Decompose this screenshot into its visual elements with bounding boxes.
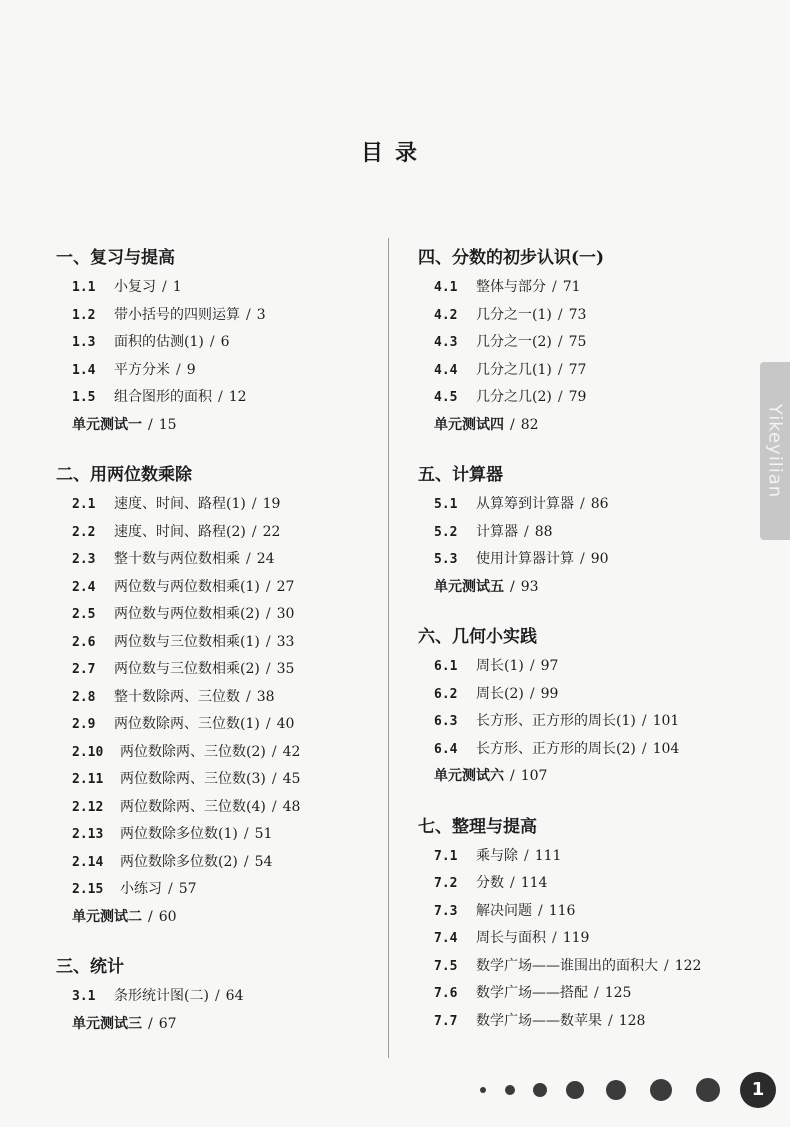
entry-page: 9 bbox=[186, 361, 196, 378]
entry-page: 119 bbox=[562, 930, 590, 946]
entry-separator: / bbox=[510, 416, 515, 433]
entry-number: 1.4 bbox=[72, 362, 96, 378]
entry-separator: / bbox=[529, 658, 535, 674]
toc-entry[interactable] bbox=[418, 329, 738, 357]
entry-number: 7.5 bbox=[434, 958, 458, 974]
toc-section bbox=[418, 625, 738, 791]
entry-title: 计算器 bbox=[476, 523, 518, 540]
dot-icon bbox=[606, 1080, 626, 1100]
entry-separator: / bbox=[557, 334, 563, 350]
entry-separator: / bbox=[265, 716, 271, 732]
entry-page: 3 bbox=[256, 306, 266, 323]
entry-separator: / bbox=[265, 606, 271, 622]
entry-separator: / bbox=[209, 334, 215, 350]
entry-page: 12 bbox=[228, 389, 247, 405]
entry-page: 97 bbox=[540, 658, 559, 674]
entry-separator: / bbox=[271, 798, 277, 815]
entry-number: 7.1 bbox=[434, 848, 458, 864]
entry-title: 数学广场——谁围出的面积大 bbox=[476, 957, 658, 974]
unit-test-title: 单元测试三 bbox=[72, 1015, 142, 1032]
toc-entry[interactable] bbox=[56, 983, 376, 1011]
entry-number: 2.15 bbox=[72, 882, 104, 897]
entry-separator: / bbox=[265, 578, 271, 595]
side-tab-label: Yikeyilian bbox=[764, 403, 786, 499]
entry-page: 60 bbox=[158, 908, 177, 925]
entry-page: 71 bbox=[562, 279, 581, 295]
entry-page: 22 bbox=[262, 523, 281, 540]
entry-number: 2.4 bbox=[72, 579, 96, 595]
toc-entry[interactable] bbox=[418, 681, 738, 709]
entry-separator: / bbox=[162, 279, 167, 295]
entry-page: 24 bbox=[256, 551, 275, 567]
dot-icon bbox=[505, 1085, 515, 1095]
dot-icon bbox=[533, 1083, 547, 1097]
entry-title: 条形统计图(二) bbox=[114, 988, 209, 1004]
entry-separator: / bbox=[510, 768, 515, 784]
entry-page: 122 bbox=[674, 957, 702, 974]
section-heading[interactable]: 六、几何小实践 bbox=[418, 627, 537, 647]
toc-entry[interactable] bbox=[418, 736, 738, 764]
toc-entry[interactable] bbox=[418, 870, 738, 898]
entry-number: 7.6 bbox=[434, 986, 458, 1001]
toc-entry[interactable] bbox=[56, 491, 376, 519]
toc-entry[interactable] bbox=[56, 384, 376, 412]
entry-number: 3.1 bbox=[72, 989, 96, 1004]
toc-entry[interactable] bbox=[56, 274, 376, 302]
entry-number: 2.9 bbox=[72, 717, 96, 732]
toc-entry[interactable] bbox=[56, 821, 376, 849]
toc-entry[interactable] bbox=[418, 357, 738, 385]
unit-test-entry[interactable] bbox=[56, 412, 376, 440]
entry-separator: / bbox=[265, 633, 271, 650]
entry-page: 54 bbox=[254, 853, 273, 870]
entry-number: 2.3 bbox=[72, 552, 96, 567]
entry-number: 4.1 bbox=[434, 280, 458, 295]
dot-icon bbox=[480, 1087, 486, 1093]
entry-page: 111 bbox=[534, 847, 562, 864]
entry-title: 两位数除两、三位数(4) bbox=[120, 798, 266, 815]
entry-separator: / bbox=[148, 416, 153, 433]
toc-entry[interactable] bbox=[56, 876, 376, 904]
entry-page: 125 bbox=[604, 985, 632, 1001]
column-divider bbox=[388, 238, 389, 1058]
entry-title: 长方形、正方形的周长(2) bbox=[476, 740, 636, 757]
entry-page: 15 bbox=[158, 416, 177, 433]
entry-number: 5.2 bbox=[434, 524, 458, 540]
entry-page: 79 bbox=[568, 389, 587, 405]
unit-test-title: 单元测试一 bbox=[72, 416, 142, 433]
section-heading[interactable]: 四、分数的初步认识(一) bbox=[418, 248, 605, 268]
entry-title: 两位数除多位数(2) bbox=[120, 853, 238, 870]
entry-separator: / bbox=[552, 279, 557, 295]
entry-page: 116 bbox=[548, 902, 576, 919]
entry-page: 88 bbox=[534, 523, 553, 540]
entry-number: 6.1 bbox=[434, 659, 458, 674]
entry-title: 整十数除两、三位数 bbox=[114, 688, 240, 705]
entry-page: 107 bbox=[520, 768, 548, 784]
section-heading[interactable]: 一、复习与提高 bbox=[56, 248, 175, 268]
entry-number: 1.5 bbox=[72, 390, 96, 405]
entry-number: 4.5 bbox=[434, 390, 458, 405]
entry-number: 2.5 bbox=[72, 607, 96, 622]
entry-separator: / bbox=[246, 306, 251, 323]
entry-page: 45 bbox=[282, 771, 301, 787]
toc-left-column bbox=[56, 246, 376, 1038]
section-gap bbox=[418, 601, 738, 625]
entry-page: 27 bbox=[276, 578, 295, 595]
section-heading[interactable]: 二、用两位数乘除 bbox=[56, 465, 192, 485]
entry-title: 长方形、正方形的周长(1) bbox=[476, 713, 636, 729]
entry-separator: / bbox=[557, 361, 563, 378]
entry-page: 75 bbox=[568, 334, 587, 350]
toc-section bbox=[56, 463, 376, 931]
toc-entry[interactable] bbox=[56, 302, 376, 330]
entry-separator: / bbox=[148, 908, 153, 925]
toc-entry[interactable] bbox=[56, 601, 376, 629]
entry-title: 乘与除 bbox=[476, 847, 518, 864]
entry-separator: / bbox=[580, 551, 585, 567]
entry-page: 77 bbox=[568, 361, 587, 378]
entry-title: 几分之一(1) bbox=[476, 306, 552, 323]
entry-page: 101 bbox=[652, 713, 680, 729]
entry-number: 2.10 bbox=[72, 744, 104, 760]
entry-title: 周长(1) bbox=[476, 658, 524, 674]
entry-page: 67 bbox=[158, 1015, 177, 1032]
toc-entry[interactable] bbox=[418, 708, 738, 736]
toc-entry[interactable] bbox=[56, 656, 376, 684]
toc-right-column bbox=[418, 246, 738, 1035]
toc-entry[interactable] bbox=[56, 711, 376, 739]
entry-separator: / bbox=[557, 306, 563, 323]
toc-entry[interactable] bbox=[418, 953, 738, 981]
decorative-dots bbox=[470, 1070, 770, 1110]
entry-separator: / bbox=[510, 578, 515, 595]
entry-title: 使用计算器计算 bbox=[476, 551, 574, 567]
toc-section bbox=[418, 463, 738, 601]
entry-separator: / bbox=[214, 988, 220, 1004]
unit-test-title: 单元测试五 bbox=[434, 578, 504, 595]
section-gap bbox=[418, 791, 738, 815]
entry-title: 小练习 bbox=[120, 881, 162, 897]
section-heading[interactable]: 三、统计 bbox=[56, 957, 124, 977]
entry-title: 从算筹到计算器 bbox=[476, 496, 574, 512]
toc-entry[interactable] bbox=[418, 898, 738, 926]
entry-title: 两位数除两、三位数(1) bbox=[114, 716, 260, 732]
entry-separator: / bbox=[594, 985, 599, 1001]
entry-page: 90 bbox=[590, 551, 609, 567]
toc-entry[interactable] bbox=[56, 794, 376, 822]
entry-number: 2.1 bbox=[72, 497, 96, 512]
entry-separator: / bbox=[271, 743, 277, 760]
toc-entry[interactable] bbox=[418, 491, 738, 519]
toc-section bbox=[56, 955, 376, 1038]
entry-title: 组合图形的面积 bbox=[114, 389, 212, 405]
entry-number: 2.2 bbox=[72, 524, 96, 540]
toc-entry[interactable] bbox=[418, 274, 738, 302]
entry-page: 86 bbox=[590, 496, 609, 512]
entry-title: 面积的估测(1) bbox=[114, 334, 204, 350]
entry-page: 104 bbox=[652, 740, 680, 757]
entry-number: 1.2 bbox=[72, 307, 96, 323]
entry-title: 分数 bbox=[476, 875, 504, 891]
entry-separator: / bbox=[176, 361, 181, 378]
toc-entry[interactable] bbox=[418, 519, 738, 547]
entry-title: 两位数除两、三位数(2) bbox=[120, 743, 266, 760]
section-gap bbox=[418, 439, 738, 463]
entry-number: 7.2 bbox=[434, 876, 458, 891]
entry-separator: / bbox=[538, 902, 543, 919]
toc-entry[interactable] bbox=[418, 925, 738, 953]
toc-entry[interactable] bbox=[418, 653, 738, 681]
page-number: 1 bbox=[740, 1072, 776, 1108]
entry-separator: / bbox=[557, 389, 563, 405]
entry-separator: / bbox=[148, 1015, 153, 1032]
toc-section bbox=[418, 246, 738, 439]
entry-page: 57 bbox=[178, 881, 197, 897]
entry-title: 整体与部分 bbox=[476, 279, 546, 295]
dot-icon bbox=[650, 1079, 672, 1101]
entry-title: 两位数与三位数相乘(1) bbox=[114, 633, 260, 650]
entry-separator: / bbox=[168, 881, 173, 897]
entry-number: 2.8 bbox=[72, 689, 96, 705]
entry-title: 两位数除两、三位数(3) bbox=[120, 771, 266, 787]
entry-page: 1 bbox=[172, 279, 182, 295]
dot-icon bbox=[696, 1078, 720, 1102]
entry-separator: / bbox=[641, 740, 647, 757]
entry-page: 99 bbox=[540, 685, 559, 702]
entry-separator: / bbox=[510, 875, 515, 891]
entry-separator: / bbox=[271, 771, 277, 787]
entry-separator: / bbox=[265, 661, 271, 677]
entry-title: 数学广场——搭配 bbox=[476, 985, 588, 1001]
entry-number: 7.3 bbox=[434, 903, 458, 919]
entry-title: 数学广场——数苹果 bbox=[476, 1012, 602, 1029]
toc-entry[interactable] bbox=[56, 546, 376, 574]
entry-title: 几分之一(2) bbox=[476, 334, 552, 350]
entry-page: 19 bbox=[262, 496, 281, 512]
entry-number: 2.14 bbox=[72, 854, 104, 870]
toc-entry[interactable] bbox=[56, 766, 376, 794]
entry-number: 4.3 bbox=[434, 335, 458, 350]
entry-number: 2.6 bbox=[72, 634, 96, 650]
toc-entry[interactable] bbox=[56, 739, 376, 767]
entry-title: 整十数与两位数相乘 bbox=[114, 551, 240, 567]
unit-test-title: 单元测试六 bbox=[434, 768, 504, 784]
toc-entry[interactable] bbox=[56, 574, 376, 602]
entry-title: 两位数与三位数相乘(2) bbox=[114, 661, 260, 677]
entry-page: 73 bbox=[568, 306, 587, 323]
entry-separator: / bbox=[246, 551, 251, 567]
entry-page: 64 bbox=[225, 988, 244, 1004]
entry-page: 33 bbox=[276, 633, 295, 650]
entry-title: 速度、时间、路程(1) bbox=[114, 496, 246, 512]
entry-page: 42 bbox=[282, 743, 301, 760]
entry-number: 1.1 bbox=[72, 280, 96, 295]
toc-section bbox=[418, 815, 738, 1036]
unit-test-entry[interactable] bbox=[418, 763, 738, 791]
entry-page: 30 bbox=[276, 606, 295, 622]
toc-entry[interactable] bbox=[418, 384, 738, 412]
toc-entry[interactable] bbox=[418, 843, 738, 871]
entry-number: 4.2 bbox=[434, 307, 458, 323]
entry-number: 1.3 bbox=[72, 335, 96, 350]
entry-separator: / bbox=[243, 826, 249, 842]
entry-separator: / bbox=[524, 523, 529, 540]
entry-title: 几分之几(1) bbox=[476, 361, 552, 378]
page-title: 目录 bbox=[360, 140, 429, 166]
entry-number: 6.4 bbox=[434, 741, 458, 757]
entry-page: 38 bbox=[256, 688, 275, 705]
entry-number: 2.11 bbox=[72, 772, 104, 787]
entry-separator: / bbox=[251, 523, 257, 540]
unit-test-entry[interactable] bbox=[418, 574, 738, 602]
entry-title: 周长(2) bbox=[476, 685, 524, 702]
entry-number: 4.4 bbox=[434, 362, 458, 378]
entry-title: 带小括号的四则运算 bbox=[114, 306, 240, 323]
toc-entry[interactable] bbox=[418, 546, 738, 574]
entry-page: 48 bbox=[282, 798, 301, 815]
entry-title: 小复习 bbox=[114, 279, 156, 295]
entry-number: 5.1 bbox=[434, 497, 458, 512]
entry-separator: / bbox=[251, 496, 257, 512]
entry-separator: / bbox=[608, 1012, 613, 1029]
toc-entry[interactable] bbox=[418, 980, 738, 1008]
toc-entry[interactable] bbox=[56, 329, 376, 357]
entry-number: 6.3 bbox=[434, 714, 458, 729]
toc-entry[interactable] bbox=[418, 1008, 738, 1036]
entry-page: 82 bbox=[520, 416, 539, 433]
entry-page: 51 bbox=[254, 826, 273, 842]
entry-number: 5.3 bbox=[434, 552, 458, 567]
toc-entry[interactable] bbox=[56, 849, 376, 877]
section-gap bbox=[56, 931, 376, 955]
entry-page: 93 bbox=[520, 578, 539, 595]
entry-page: 6 bbox=[220, 334, 230, 350]
entry-page: 35 bbox=[276, 661, 295, 677]
entry-separator: / bbox=[552, 930, 557, 946]
toc-entry[interactable] bbox=[56, 519, 376, 547]
entry-separator: / bbox=[524, 847, 529, 864]
side-tab bbox=[760, 362, 790, 540]
unit-test-title: 单元测试四 bbox=[434, 416, 504, 433]
entry-title: 几分之几(2) bbox=[476, 389, 552, 405]
section-heading[interactable]: 七、整理与提高 bbox=[418, 816, 537, 837]
section-heading[interactable]: 五、计算器 bbox=[418, 465, 503, 485]
entry-separator: / bbox=[529, 685, 535, 702]
unit-test-entry[interactable] bbox=[56, 904, 376, 932]
entry-separator: / bbox=[246, 688, 251, 705]
dot-icon bbox=[566, 1081, 584, 1099]
entry-number: 7.7 bbox=[434, 1013, 458, 1029]
section-gap bbox=[56, 439, 376, 463]
entry-title: 两位数与两位数相乘(1) bbox=[114, 578, 260, 595]
entry-separator: / bbox=[664, 957, 669, 974]
entry-title: 速度、时间、路程(2) bbox=[114, 523, 246, 540]
entry-number: 2.12 bbox=[72, 799, 104, 815]
entry-separator: / bbox=[580, 496, 585, 512]
unit-test-title: 单元测试二 bbox=[72, 908, 142, 925]
toc-entry[interactable] bbox=[56, 684, 376, 712]
entry-title: 平方分米 bbox=[114, 361, 170, 378]
toc-section bbox=[56, 246, 376, 439]
entry-separator: / bbox=[243, 853, 249, 870]
entry-number: 7.4 bbox=[434, 931, 458, 946]
toc-entry[interactable] bbox=[56, 629, 376, 657]
entry-page: 114 bbox=[520, 875, 548, 891]
unit-test-entry[interactable] bbox=[418, 412, 738, 440]
entry-page: 128 bbox=[618, 1012, 646, 1029]
entry-title: 两位数除多位数(1) bbox=[120, 826, 238, 842]
entry-number: 2.13 bbox=[72, 827, 104, 842]
entry-number: 6.2 bbox=[434, 686, 458, 702]
entry-title: 周长与面积 bbox=[476, 930, 546, 946]
entry-number: 2.7 bbox=[72, 662, 96, 677]
entry-separator: / bbox=[641, 713, 647, 729]
entry-separator: / bbox=[218, 389, 223, 405]
toc-entry[interactable] bbox=[56, 357, 376, 385]
entry-page: 40 bbox=[276, 716, 295, 732]
entry-title: 两位数与两位数相乘(2) bbox=[114, 606, 260, 622]
toc-entry[interactable] bbox=[418, 302, 738, 330]
entry-title: 解决问题 bbox=[476, 902, 532, 919]
unit-test-entry[interactable] bbox=[56, 1011, 376, 1039]
